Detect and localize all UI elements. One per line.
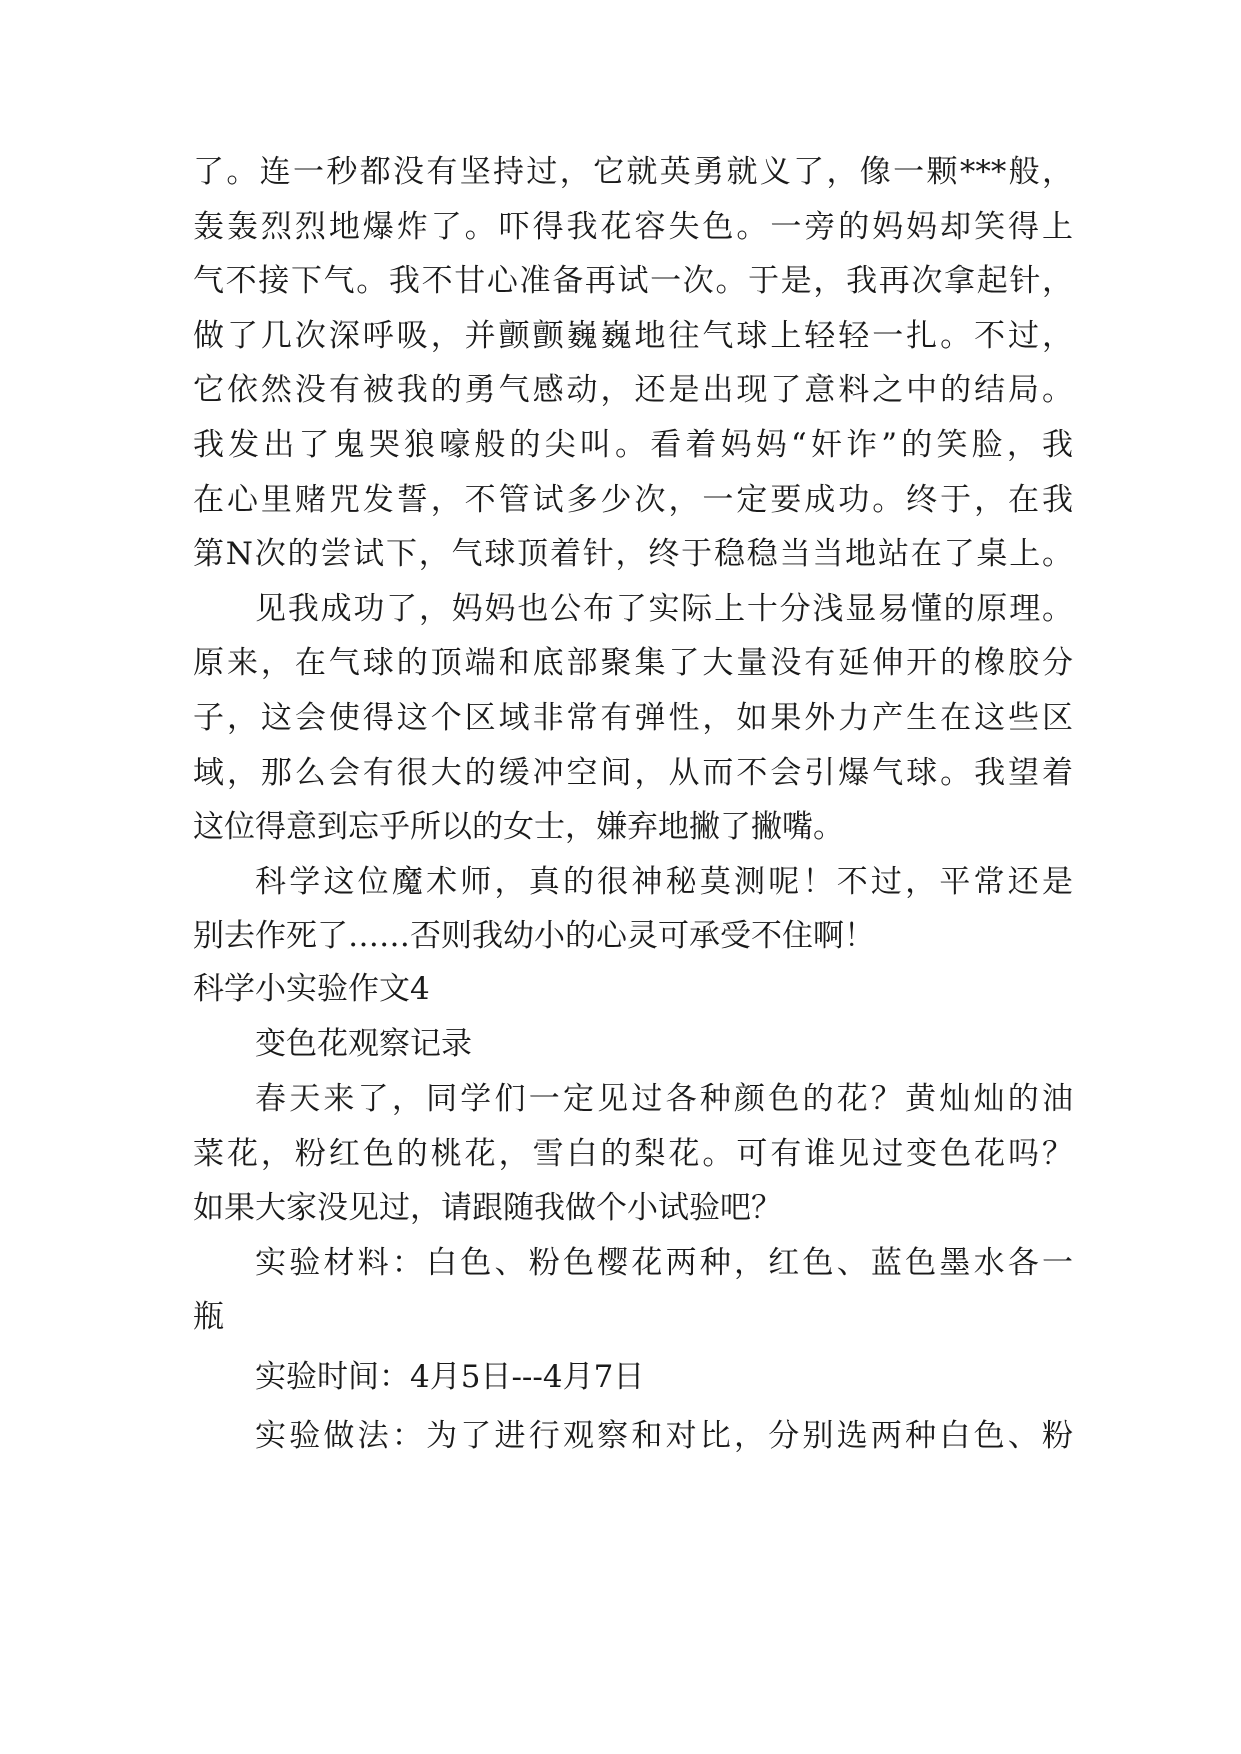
body-text-line: 了。连一秒都没有坚持过，它就英勇就义了，像一颗***般，	[193, 154, 1073, 190]
body-text-line: 气不接下气。我不甘心准备再试一次。于是，我再次拿起针，	[193, 263, 1073, 299]
body-text-line: 在心里赌咒发誓，不管试多少次，一定要成功。终于，在我	[193, 482, 1073, 518]
body-text-line: 第N次的尝试下，气球顶着针，终于稳稳当当地站在了桌上。	[193, 536, 1073, 572]
body-text-line: 如果大家没见过，请跟随我做个小试验吧？	[193, 1190, 782, 1226]
body-text-line: 菜花，粉红色的桃花，雪白的梨花。可有谁见过变色花吗？	[193, 1136, 1073, 1172]
body-text-line: 域，那么会有很大的缓冲空间，从而不会引爆气球。我望着	[193, 755, 1073, 791]
body-text-line: 这位得意到忘乎所以的女士，嫌弃地撇了撇嘴。	[193, 809, 844, 845]
body-text-line: 做了几次深呼吸，并颤颤巍巍地往气球上轻轻一扎。不过，	[193, 318, 1073, 354]
paragraph-first-line: 春天来了，同学们一定见过各种颜色的花？黄灿灿的油	[255, 1081, 1073, 1117]
body-text-line: 轰轰烈烈地爆炸了。吓得我花容失色。一旁的妈妈却笑得上	[193, 209, 1073, 245]
paragraph-first-line: 科学这位魔术师，真的很神秘莫测呢！不过，平常还是	[255, 864, 1073, 900]
body-text-line: 它依然没有被我的勇气感动，还是出现了意料之中的结局。	[193, 372, 1073, 408]
paragraph-first-line: 实验材料：白色、粉色樱花两种，红色、蓝色墨水各一	[255, 1245, 1073, 1281]
body-text-line: 原来，在气球的顶端和底部聚集了大量没有延伸开的橡胶分	[193, 645, 1073, 681]
paragraph-first-line: 见我成功了，妈妈也公布了实际上十分浅显易懂的原理。	[255, 591, 1073, 627]
body-text-line: 别去作死了……否则我幼小的心灵可承受不住啊！	[193, 918, 875, 954]
paragraph-first-line: 实验时间：4月5日---4月7日	[255, 1359, 645, 1395]
subtitle: 变色花观察记录	[255, 1026, 472, 1062]
body-text-line: 瓶	[193, 1299, 224, 1335]
body-text-line: 子，这会使得这个区域非常有弹性，如果外力产生在这些区	[193, 700, 1073, 736]
body-text-line: 我发出了鬼哭狼嚎般的尖叫。看着妈妈“奸诈”的笑脸，我	[193, 427, 1073, 463]
section-heading: 科学小实验作文4	[193, 971, 430, 1007]
paragraph-first-line: 实验做法：为了进行观察和对比，分别选两种白色、粉	[255, 1418, 1073, 1454]
